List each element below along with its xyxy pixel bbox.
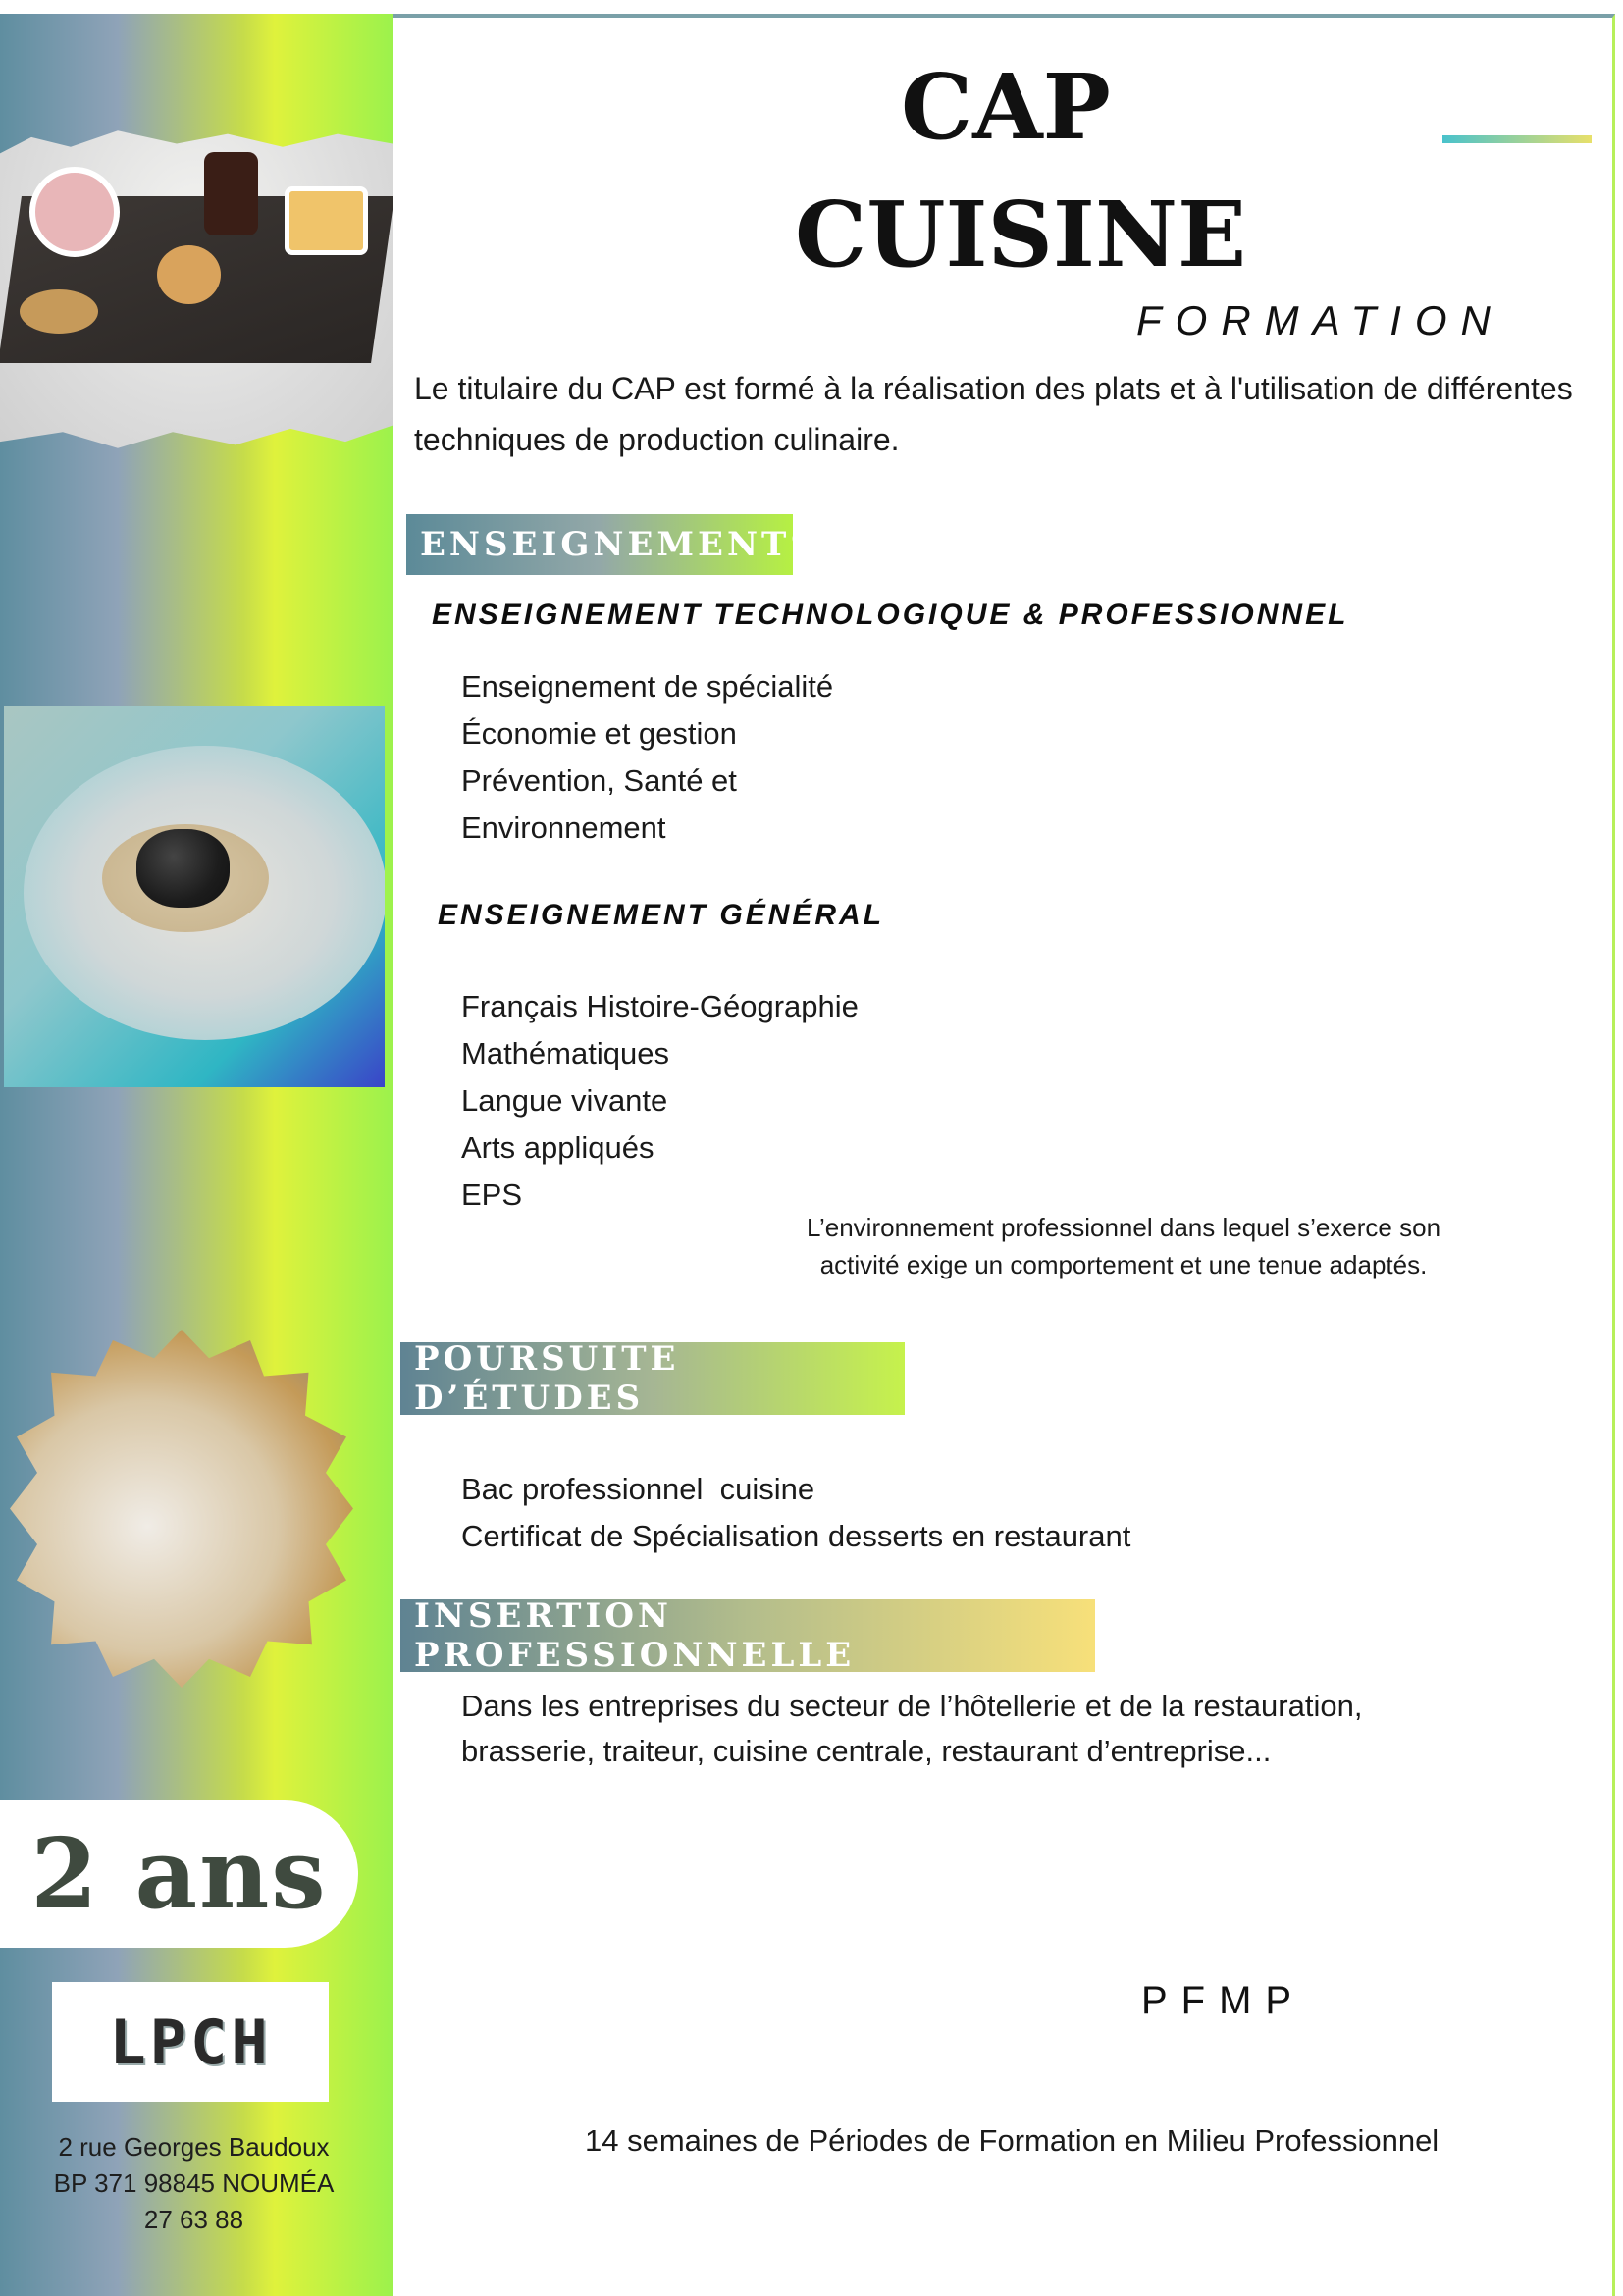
list-item: Français Histoire-Géographie xyxy=(461,989,859,1023)
list-item: Prévention, Santé et xyxy=(461,763,737,798)
ice-cream-bowl xyxy=(29,167,120,257)
list-item: Mathématiques xyxy=(461,1036,669,1070)
list-technologique xyxy=(461,663,833,852)
list-item: Certificat de Spécialisation desserts en restaurant xyxy=(461,1519,1131,1553)
truffle xyxy=(136,829,230,908)
page-subtitle: FORMATION xyxy=(1136,297,1504,343)
choux-pastry xyxy=(157,245,221,304)
list-item: EPS xyxy=(461,1177,523,1212)
section-banner-insertion: INSERTION PROFESSIONNELLE xyxy=(400,1599,1095,1672)
tuile-biscuit xyxy=(20,289,98,334)
chocolate-glass xyxy=(204,152,258,235)
note-line-2: activité exige un comportement et une tenue adaptés. xyxy=(819,1250,1428,1279)
address-line-2: BP 371 98845 NOUMÉA xyxy=(53,2168,335,2198)
insertion-paragraph xyxy=(461,1684,1541,1774)
list-item: Économie et gestion xyxy=(461,716,737,751)
section-banner-enseignements: ENSEIGNEMENTS xyxy=(406,514,793,575)
list-poursuite xyxy=(461,1466,1130,1560)
duration-text: 2 ans xyxy=(30,1817,328,1931)
duration-badge xyxy=(0,1800,358,1948)
list-general xyxy=(461,983,859,1219)
subheading-technologique: ENSEIGNEMENT TECHNOLOGIQUE & PROFESSIONNEL xyxy=(432,599,1349,631)
list-item: Arts appliqués xyxy=(461,1130,654,1165)
accent-line xyxy=(1442,135,1592,143)
pastries-photo xyxy=(10,1330,353,1688)
address-phone: 27 63 88 xyxy=(143,2205,244,2234)
insertion-line-2: brasserie, traiteur, cuisine centrale, restaurant d’entreprise... xyxy=(461,1734,1272,1768)
page-title-cuisine: CUISINE xyxy=(795,182,1247,287)
list-item: Enseignement de spécialité xyxy=(461,669,834,704)
truffle-dish-photo xyxy=(4,706,385,1087)
intro-paragraph: Le titulaire du CAP est formé à la réalisation des plats et à l'utilisation de différentes techniques de production culinaire. xyxy=(414,371,1573,457)
list-item: Environnement xyxy=(461,810,666,845)
note-line-1: L’environnement professionnel dans lequel s’exerce son xyxy=(806,1213,1441,1242)
list-item: Bac professionnel cuisine xyxy=(461,1472,815,1506)
section-banner-poursuite: POURSUITE D’ÉTUDES xyxy=(400,1342,905,1415)
pfmp-description: 14 semaines de Périodes de Formation en Milieu Professionnel xyxy=(585,2123,1440,2158)
dessert-plate-photo xyxy=(0,128,393,451)
logo-text: LPCH xyxy=(109,2006,272,2078)
subheading-general: ENSEIGNEMENT GÉNÉRAL xyxy=(438,899,885,931)
insertion-line-1: Dans les entreprises du secteur de l’hôtellerie et de la restauration, xyxy=(461,1689,1363,1723)
page-title-cap: CAP xyxy=(901,54,1111,160)
environment-note xyxy=(746,1209,1501,1283)
school-address xyxy=(20,2129,368,2238)
pfmp-title: PFMP xyxy=(1141,1979,1306,2022)
list-item: Langue vivante xyxy=(461,1083,668,1118)
creme-brulee xyxy=(285,186,368,255)
school-logo xyxy=(52,1982,329,2102)
address-line-1: 2 rue Georges Baudoux xyxy=(58,2132,330,2162)
